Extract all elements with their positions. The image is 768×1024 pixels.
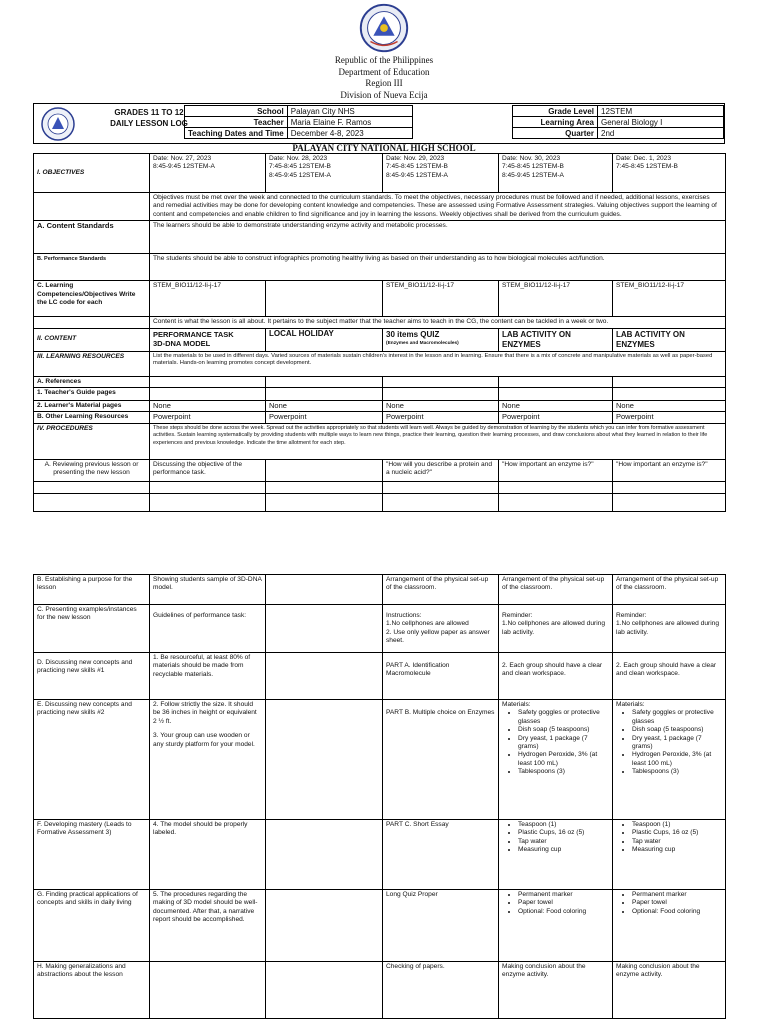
log-title-line1: GRADES 11 TO 12	[114, 108, 184, 117]
cell	[383, 481, 499, 493]
powerpoint-cell: Powerpoint	[613, 412, 726, 423]
objectives-blank	[34, 193, 150, 221]
materials-day4	[499, 700, 613, 820]
area-label: Learning Area	[513, 117, 598, 128]
school-value: Palayan City NHS	[287, 106, 412, 117]
dll-table-page2	[33, 574, 726, 1019]
proc-c-day3	[383, 605, 499, 653]
powerpoint-cell: Powerpoint	[266, 412, 383, 423]
powerpoint-cell: Powerpoint	[499, 412, 613, 423]
list-item: • Optional: Food coloring	[518, 908, 609, 916]
rule-3: 3. Your group can use wooden or any sturdy platform for your model.	[153, 732, 255, 748]
list-item: • Paper towel	[632, 899, 722, 907]
day1-date: Date: Nov. 27, 2023	[153, 155, 212, 162]
proc-d-day5: 2. Each group should have a clear and clean workspace.	[613, 653, 726, 700]
proc-b-day3: Arrangement of the physical set-up of the classroom.	[383, 575, 499, 605]
proc-d-day4: 2. Each group should have a clear and clean workspace.	[499, 653, 613, 700]
cell	[266, 700, 383, 820]
proc-b-day1: Showing students sample of 3D-DNA model.	[150, 575, 266, 605]
day-header	[266, 154, 383, 193]
quarter-value: 2nd	[598, 128, 724, 139]
list-item: • Safety goggles or protective glasses	[632, 709, 722, 726]
list-item: • Dry yeast, 1 package (7 grams)	[632, 735, 722, 752]
list-item: • Paper towel	[518, 899, 609, 907]
reminder-1: 1.No cellphones are allowed during lab activity.	[616, 620, 720, 636]
materials-list	[502, 709, 609, 776]
proc-g-day5	[613, 890, 726, 962]
proc-f-day3: PART C. Short Essay	[383, 820, 499, 890]
proc-d-day3: PART A. Identification Macromolecule	[383, 653, 499, 700]
cell	[266, 388, 383, 401]
materials-day5	[613, 700, 726, 820]
proc-g-day4	[499, 890, 613, 962]
content-day4: LAB ACTIVITY ON ENZYMES	[499, 328, 613, 351]
cell	[613, 388, 726, 401]
cell	[266, 376, 383, 387]
proc-b-day4: Arrangement of the physical set-up of the classroom.	[499, 575, 613, 605]
powerpoint-cell: Powerpoint	[150, 412, 266, 423]
list-item: • Measuring cup	[518, 846, 609, 854]
dates-label: Teaching Dates and Time	[185, 128, 288, 139]
proc-e-day3: PART B. Multiple choice on Enzymes	[383, 700, 499, 820]
day2-time1: 7:45-8:45 12STEM-B	[269, 163, 331, 171]
proc-c-day5	[613, 605, 726, 653]
day1-time: 8:45-9:45 12STEM-A	[153, 163, 215, 171]
school-name: PALAYAN CITY NATIONAL HIGH SCHOOL	[292, 143, 476, 153]
gov-line-2: Department of Education	[338, 66, 430, 77]
gov-line-3: Region III	[365, 78, 403, 88]
objectives-label: I. OBJECTIVES	[34, 154, 150, 193]
cell	[266, 653, 383, 700]
cell	[266, 820, 383, 890]
cell	[499, 388, 613, 401]
cell	[266, 890, 383, 962]
proc-a-day1: Discussing the objective of the performance task.	[150, 459, 266, 481]
content-day3-line2: (Enzymes and Macromolecules)	[386, 340, 459, 346]
content-day1-line1: PERFORMANCE TASK	[153, 329, 234, 339]
list-item: • Measuring cup	[632, 846, 722, 854]
content-standards-label: A. Content Standards	[34, 221, 150, 254]
proc-a-day3: "How will you describe a protein and a nucleic acid?"	[383, 459, 499, 481]
cell	[383, 376, 499, 387]
cell	[150, 493, 266, 511]
none-cell: None	[150, 401, 266, 412]
cell	[34, 493, 150, 511]
proc-e-label: E. Discussing new concepts and practicing new skills #2	[34, 700, 150, 820]
lc-code: STEM_BIO11/12-Ii-j-17	[383, 281, 499, 317]
none-cell: None	[383, 401, 499, 412]
procedures-note: These steps should be done across the week. Spread out the activities appropriately so that students will learn well. Always be guided by demonstration of learning by the students which you can infer from formative assessment activities. Sustain learning systematically by providing students with multiple ways to learn new things, practice their learning, question their learning processes, and draw conclusions about what they learned in relation to their life experiences and previous knowledge. Indicate the time allotment for each step.	[150, 423, 726, 459]
list-item: • Tap water	[518, 838, 609, 846]
gov-line-4: Division of Nueva Ecija	[340, 89, 428, 100]
proc-a-day4: "How important an enzyme is?"	[499, 459, 613, 481]
content-day5: LAB ACTIVITY ON ENZYMES	[613, 328, 726, 351]
lc-code: STEM_BIO11/12-Ii-j-17	[613, 281, 726, 317]
cell	[383, 388, 499, 401]
area-value: General Biology I	[598, 117, 724, 128]
proc-f-day1: 4. The model should be properly labeled.	[150, 820, 266, 890]
cell	[266, 481, 383, 493]
dates-value: December 4-8, 2023	[287, 128, 412, 139]
cell	[150, 481, 266, 493]
log-title-line2: DAILY LESSON LOG	[110, 119, 188, 128]
resources-note: List the materials to be used in different days. Varied sources of materials sustain children's interest in the lesson and in learning. Ensure that there is a mix of concrete and manipulative materials as well as paper-based materials. Hands-on learning promotes concept development.	[150, 351, 726, 376]
cell	[266, 493, 383, 511]
content-day1	[150, 328, 266, 351]
cell	[266, 962, 383, 1019]
cell	[613, 481, 726, 493]
day4-time1: 7:45-8:45 12STEM-B	[502, 163, 564, 171]
day5-date: Date: Dec. 1, 2023	[616, 155, 671, 162]
grade-label: Grade Level	[513, 106, 598, 117]
teacher-label: Teacher	[185, 117, 288, 128]
list-item: • Dish soap (5 teaspoons)	[518, 726, 609, 734]
other-resources-label: B. Other Learning Resources	[34, 412, 150, 423]
proc-g-day3: Long Quiz Proper	[383, 890, 499, 962]
day5-time: 7:45-8:45 12STEM-B	[616, 163, 678, 171]
teachers-guide-label: 1. Teacher's Guide pages	[34, 388, 150, 401]
day-header	[150, 154, 266, 193]
list-item: • Permanent marker	[518, 891, 609, 899]
materials-list	[616, 891, 722, 916]
proc-c-label: C. Presenting examples/instances for the new lesson	[34, 605, 150, 653]
content-note-blank	[34, 317, 150, 328]
performance-standard-text: The students should be able to construct infographics promoting healthy living as based on their understanding as to how biological molecules act/function.	[150, 254, 726, 281]
cell	[613, 493, 726, 511]
proc-c-day1: Guidelines of performance task:	[150, 605, 266, 653]
cell	[266, 575, 383, 605]
proc-g-day1: 5. The procedures regarding the making of 3D model should be well-documented. After that, a narrative report should be accomplished.	[150, 890, 266, 962]
list-item: • Tablespoons (3)	[632, 768, 722, 776]
lc-code-empty	[266, 281, 383, 317]
list-item: • Hydrogen Peroxide, 3% (at least 100 mL)	[632, 751, 722, 768]
list-item: • Optional: Food coloring	[632, 908, 722, 916]
proc-g-label: G. Finding practical applications of concepts and skills in daily living	[34, 890, 150, 962]
list-item: • Teaspoon (1)	[518, 821, 609, 829]
day-header	[613, 154, 726, 193]
content-standard-text: The learners should be able to demonstrate understanding enzyme activity and metabolic processes.	[150, 221, 726, 254]
proc-c-day4	[499, 605, 613, 653]
materials-list	[616, 821, 722, 855]
list-item: • Tablespoons (3)	[518, 768, 609, 776]
cell	[34, 481, 150, 493]
content-day3	[383, 328, 499, 351]
proc-f-day5	[613, 820, 726, 890]
day2-time2: 8:45-9:45 12STEM-A	[269, 171, 331, 179]
grade-info-table	[512, 105, 724, 139]
proc-d-label: D. Discussing new concepts and practicing new skills #1	[34, 653, 150, 700]
learning-competencies-label: C. Learning Competencies/Objectives Write the LC code for each	[34, 281, 150, 317]
cell	[499, 493, 613, 511]
proc-h-day4: Making conclusion about the enzyme activity.	[499, 962, 613, 1019]
lesson-log-info	[33, 103, 725, 144]
proc-a-day5: "How important an enzyme is?"	[613, 459, 726, 481]
quarter-label: Quarter	[513, 128, 598, 139]
list-item: • Tap water	[632, 838, 722, 846]
content-note: Content is what the lesson is all about. It pertains to the subject matter that the teacher aims to teach in the CG, the content can be tackled in a week or two.	[150, 317, 726, 328]
day3-time2: 8:45-9:45 12STEM-A	[386, 171, 448, 179]
none-cell: None	[499, 401, 613, 412]
content-day1-line2: 3D-DNA MODEL	[153, 339, 211, 349]
proc-h-day3: Checking of papers.	[383, 962, 499, 1019]
proc-f-label: F. Developing mastery (Leads to Formative Assessment 3)	[34, 820, 150, 890]
instruction-2: 2. Use only yellow paper as answer sheet.	[386, 628, 490, 645]
objectives-note: Objectives must be met over the week and connected to the curriculum standards. To meet the objectives, necessary procedures must be followed and if needed, additional lessons, exercises and remedial activities may be done for developing content knowledge and competencies. These are assessed using Formative Assessment strategies. Valuing objectives support the learning of content and competencies and enable children to find significance and joy in learning the lessons. Weekly objectives shall be derived from the curriculum guides.	[150, 193, 726, 221]
cell	[499, 376, 613, 387]
materials-list	[502, 891, 609, 916]
reminder-1: 1.No cellphones are allowed during lab activity.	[502, 620, 606, 636]
materials-title: Materials:	[502, 701, 531, 708]
day3-date: Date: Nov. 29, 2023	[386, 155, 445, 162]
lc-code: STEM_BIO11/12-Ii-j-17	[499, 281, 613, 317]
proc-h-day5: Making conclusion about the enzyme activity.	[613, 962, 726, 1019]
day2-date: Date: Nov. 28, 2023	[269, 155, 328, 162]
lc-code: STEM_BIO11/12-Ii-j-17	[150, 281, 266, 317]
learning-resources-label: III. LEARNING RESOURCES	[34, 351, 150, 376]
references-label: A. References	[34, 376, 150, 387]
procedures-label: IV. PROCEDURES	[34, 423, 150, 459]
list-item: • Permanent marker	[632, 891, 722, 899]
rule-2: 2. Follow strictly the size. It should be 36 inches in height or equivalent 2 ½ ft.	[153, 701, 257, 725]
materials-list	[502, 821, 609, 855]
materials-list	[616, 709, 722, 776]
list-item: • Dry yeast, 1 package (7 grams)	[518, 735, 609, 752]
learners-material-label: 2. Learner's Material pages	[34, 401, 150, 412]
day4-date: Date: Nov. 30, 2023	[502, 155, 561, 162]
proc-d-day1: 1. Be resourceful, at least 80% of materials should be made from recyclable materials.	[150, 653, 266, 700]
cell	[499, 481, 613, 493]
powerpoint-cell: Powerpoint	[383, 412, 499, 423]
cell	[266, 459, 383, 481]
school-info-table	[184, 105, 413, 139]
list-item: • Plastic Cups, 16 oz (5)	[518, 829, 609, 837]
deped-logo-icon	[40, 106, 76, 142]
grade-value: 12STEM	[598, 106, 724, 117]
cell	[150, 962, 266, 1019]
dll-table-page1	[33, 153, 726, 512]
proc-b-label: B. Establishing a purpose for the lesson	[34, 575, 150, 605]
day-header	[383, 154, 499, 193]
instruction-1: 1.No cellphones are allowed	[386, 620, 469, 628]
gov-line-1: Republic of the Philippines	[334, 55, 434, 65]
day4-time2: 8:45-9:45 12STEM-A	[502, 171, 564, 179]
proc-e-day1	[150, 700, 266, 820]
proc-b-day5: Arrangement of the physical set-up of the classroom.	[613, 575, 726, 605]
cell	[150, 388, 266, 401]
none-cell: None	[613, 401, 726, 412]
school-label: School	[185, 106, 288, 117]
list-item: • Hydrogen Peroxide, 3% (at least 100 mL)	[518, 751, 609, 768]
proc-h-label: H. Making generalizations and abstractions about the lesson	[34, 962, 150, 1019]
day3-time1: 7:45-8:45 12STEM-B	[386, 163, 448, 171]
instructions-title: Instructions:	[386, 612, 422, 619]
content-label: II. CONTENT	[34, 328, 150, 351]
none-cell: None	[266, 401, 383, 412]
teacher-value: Maria Elaine F. Ramos	[287, 117, 412, 128]
proc-f-day4	[499, 820, 613, 890]
cell	[613, 376, 726, 387]
cell	[383, 493, 499, 511]
reminder-title: Reminder:	[502, 612, 533, 619]
cell	[266, 605, 383, 653]
reminder-title: Reminder:	[616, 612, 647, 619]
content-day3-line1: 30 items QUIZ	[386, 329, 440, 339]
list-item: • Dish soap (5 teaspoons)	[632, 726, 722, 734]
list-item: • Plastic Cups, 16 oz (5)	[632, 829, 722, 837]
day-header	[499, 154, 613, 193]
proc-a-label: A. Reviewing previous lesson or presenting the new lesson	[34, 459, 150, 481]
content-day2: LOCAL HOLIDAY	[266, 328, 383, 351]
list-item: • Safety goggles or protective glasses	[518, 709, 609, 726]
list-item: • Teaspoon (1)	[632, 821, 722, 829]
materials-title: Materials:	[616, 701, 645, 708]
government-header	[0, 55, 768, 101]
cell	[150, 376, 266, 387]
deped-seal-icon	[355, 2, 413, 54]
performance-standards-label: B. Performance Standards	[34, 254, 150, 281]
